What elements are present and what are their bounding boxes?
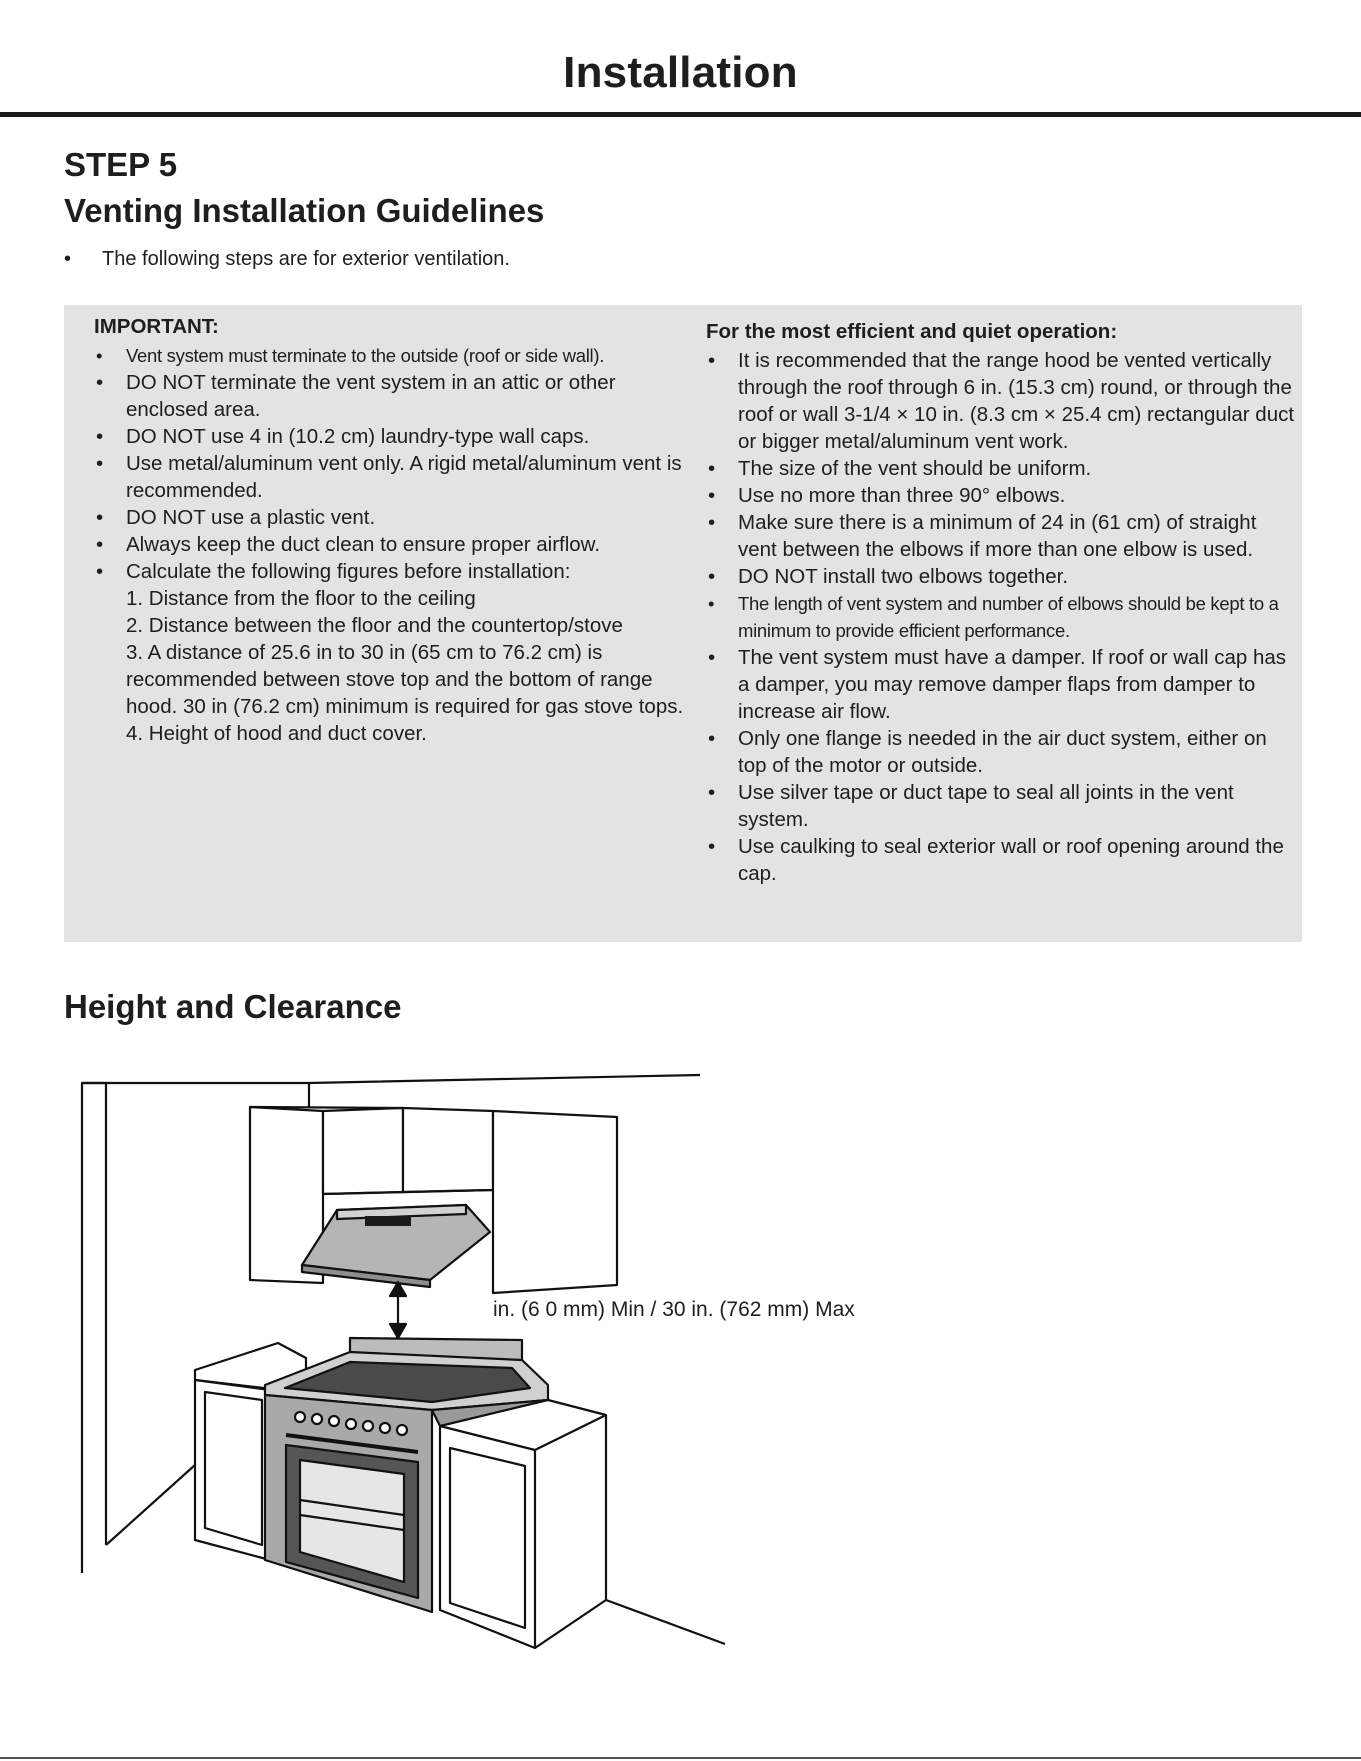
step-label: STEP 5	[64, 146, 178, 183]
list-item: • Use no more than three 90° elbows.	[706, 482, 1296, 509]
efficient-heading: For the most efficient and quiet operation:	[706, 320, 1118, 343]
clearance-dimension-label: in. (6 0 mm) Min / 30 in. (762 mm) Max	[493, 1298, 855, 1321]
figure-item: 4. Height of hood and duct cover.	[126, 722, 427, 745]
section-title: Venting Installation Guidelines	[64, 192, 545, 229]
title-divider	[0, 112, 1361, 117]
list-item: • Always keep the duct clean to ensure proper airflow.	[94, 531, 684, 558]
figures-list	[94, 585, 684, 747]
bullet-icon: •	[64, 248, 72, 270]
list-item: • DO NOT use 4 in (10.2 cm) laundry-type wall caps.	[94, 423, 684, 450]
list-item: • Only one flange is needed in the air duct system, either on top of the motor or outside.	[706, 725, 1296, 779]
right-base-cabinet	[440, 1400, 606, 1648]
clearance-arrow	[390, 1282, 406, 1338]
important-heading: IMPORTANT:	[94, 315, 219, 338]
important-list	[94, 342, 684, 585]
list-item: • Make sure there is a minimum of 24 in (61 cm) of straight vent between the elbows if more than one elbow is used.	[706, 509, 1296, 563]
range-hood	[302, 1205, 490, 1287]
list-item: • Use metal/aluminum vent only. A rigid metal/aluminum vent is recommended.	[94, 450, 684, 504]
list-item: • The size of the vent should be uniform.	[706, 455, 1296, 482]
list-item: • DO NOT terminate the vent system in an attic or other enclosed area.	[94, 369, 684, 423]
bottom-divider	[0, 1757, 1361, 1759]
list-item: • DO NOT install two elbows together.	[706, 563, 1296, 590]
list-item: • Use silver tape or duct tape to seal all joints in the vent system.	[706, 779, 1296, 833]
list-item: • The length of vent system and number of elbows should be kept to a minimum to provide efficient performance.	[706, 590, 1296, 644]
important-column	[94, 313, 684, 747]
figure-item: 3. A distance of 25.6 in to 30 in (65 cm to 76.2 cm) is recommended between stove top and the bottom of range hood. 30 in (76.2 cm) minimum is required for gas stove tops.	[126, 641, 684, 718]
list-item: • DO NOT use a plastic vent.	[94, 504, 684, 531]
efficient-column	[706, 318, 1296, 887]
efficient-list	[706, 347, 1296, 887]
list-item: • It is recommended that the range hood be vented vertically through the roof through 6 in. (15.3 cm) round, or through the roof or wall 3-1/4 × 10 in. (8.3 cm × 25.4 cm) rectangular duct or bigger metal/aluminum vent work.	[706, 347, 1296, 455]
intro-sentence: The following steps are for exterior ventilation.	[102, 248, 510, 270]
list-item: • Use caulking to seal exterior wall or roof opening around the cap.	[706, 833, 1296, 887]
intro-text	[64, 248, 510, 271]
list-item: • Calculate the following figures before installation:	[94, 558, 684, 585]
figure-item: 2. Distance between the floor and the countertop/stove	[126, 614, 623, 637]
height-clearance-title: Height and Clearance	[64, 988, 402, 1025]
list-item: • Vent system must terminate to the outside (roof or side wall).	[94, 342, 684, 369]
page-title: Installation	[563, 48, 798, 97]
figure-item: 1. Distance from the floor to the ceiling	[126, 587, 476, 610]
list-item: • The vent system must have a damper. If roof or wall cap has a damper, you may remove damper flaps from damper to increase air flow.	[706, 644, 1296, 725]
kitchen-installation-diagram	[0, 1060, 760, 1660]
